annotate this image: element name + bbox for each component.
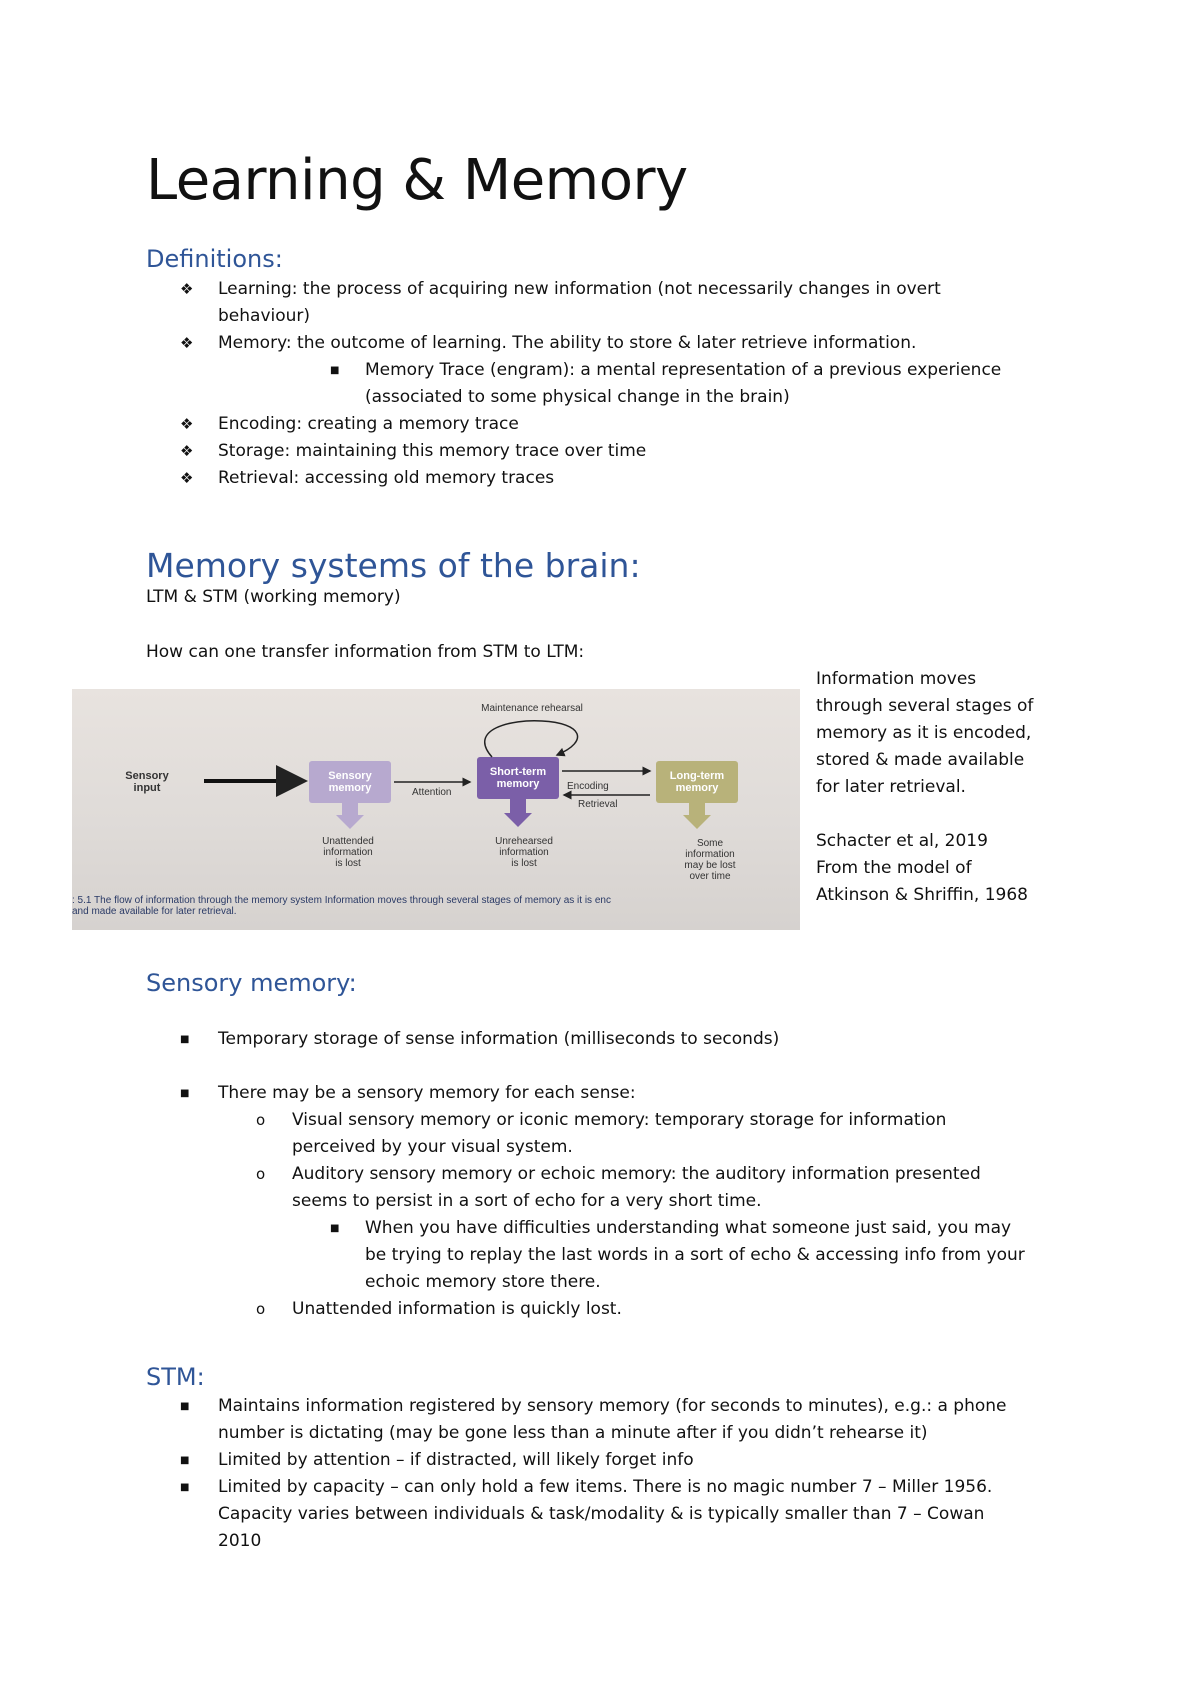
outcome-unrehearsed-l3: is lost bbox=[511, 858, 537, 869]
list-item bbox=[146, 1107, 1106, 1134]
square-bullet-icon: ■ bbox=[180, 1088, 190, 1099]
arrow-maintenance-loop bbox=[485, 721, 578, 757]
list-item-text: Learning: the process of acquiring new information (not necessarily changes in overt bbox=[218, 279, 941, 299]
citation-line: Schacter et al, 2019 bbox=[816, 831, 988, 851]
square-bullet-icon: ■ bbox=[180, 1401, 190, 1412]
list-item bbox=[146, 330, 1106, 357]
o-bullet-icon: o bbox=[256, 1111, 266, 1129]
list-item-text: Encoding: creating a memory trace bbox=[218, 414, 519, 434]
stm-heading: STM: bbox=[146, 1363, 205, 1391]
list-item-text: seems to persist in a sort of echo for a very short time. bbox=[292, 1191, 762, 1211]
side-note-line: for later retrieval. bbox=[816, 777, 966, 797]
memory-systems-line2: How can one transfer information from STM to LTM: bbox=[146, 642, 585, 662]
memory-model-diagram bbox=[72, 689, 800, 930]
list-item bbox=[146, 1447, 1106, 1474]
list-item bbox=[146, 303, 1106, 330]
list-item bbox=[146, 357, 1106, 384]
list-item-text: When you have difficulties understanding what someone just said, you may bbox=[365, 1218, 1012, 1238]
outcome-unattended-l1: Unattended bbox=[322, 836, 374, 847]
label-maintenance: Maintenance rehearsal bbox=[481, 703, 583, 714]
list-item bbox=[146, 1269, 1106, 1296]
list-item-text: There may be a sensory memory for each sense: bbox=[218, 1083, 636, 1103]
outcome-unattended-l2: information bbox=[323, 847, 373, 858]
page-title: Learning & Memory bbox=[146, 148, 688, 213]
outcome-some-lost-l2: information bbox=[685, 849, 735, 860]
square-bullet-icon: ■ bbox=[330, 1223, 340, 1234]
label-encoding: Encoding bbox=[567, 781, 609, 792]
side-note-line: stored & made available bbox=[816, 750, 1025, 770]
o-bullet-icon: o bbox=[256, 1165, 266, 1183]
arrow-sensory-down bbox=[336, 803, 364, 829]
node-short-term-l1: Short-term bbox=[489, 766, 547, 778]
square-bullet-icon: ■ bbox=[330, 365, 340, 376]
label-retrieval: Retrieval bbox=[578, 799, 618, 810]
list-item-text: Auditory sensory memory or echoic memory: the auditory information presented bbox=[292, 1164, 981, 1184]
outcome-some-lost-l3: may be lost bbox=[684, 860, 736, 871]
node-sensory-memory-l1: Sensory bbox=[328, 770, 372, 782]
diamond-bullet-icon: ❖ bbox=[180, 280, 194, 298]
list-item-text: echoic memory store there. bbox=[365, 1272, 601, 1292]
list-item bbox=[146, 411, 1106, 438]
node-long-term-l1: Long-term bbox=[669, 770, 725, 782]
list-item bbox=[146, 438, 1106, 465]
list-item-text: number is dictating (may be gone less than a minute after if you didn’t rehearse it) bbox=[218, 1423, 928, 1443]
list-item-text: Visual sensory memory or iconic memory: temporary storage for information bbox=[292, 1110, 947, 1130]
list-item bbox=[146, 276, 1106, 303]
label-attention: Attention bbox=[412, 787, 452, 798]
list-item bbox=[146, 1215, 1106, 1242]
sensory-memory-list bbox=[146, 1026, 1106, 1323]
memory-systems-heading: Memory systems of the brain: bbox=[146, 546, 641, 585]
list-item-text: Maintains information registered by sensory memory (for seconds to minutes), e.g.: a phone bbox=[218, 1396, 1007, 1416]
list-item-text: Temporary storage of sense information (milliseconds to seconds) bbox=[218, 1029, 780, 1049]
list-item-text: 2010 bbox=[218, 1531, 262, 1551]
diamond-bullet-icon: ❖ bbox=[180, 442, 194, 460]
outcome-some-lost-l1: Some bbox=[696, 838, 724, 849]
list-item-text: behaviour) bbox=[218, 306, 311, 326]
figure-caption-l1: : 5.1 The flow of information through the memory system Information moves through several stages of memory as it is enc bbox=[72, 895, 611, 906]
definitions-list bbox=[146, 276, 1106, 492]
citation-line: From the model of bbox=[816, 858, 972, 878]
list-item-text: Memory: the outcome of learning. The ability to store & later retrieve information. bbox=[218, 333, 917, 353]
square-bullet-icon: ■ bbox=[180, 1455, 190, 1466]
list-item-text: (associated to some physical change in the brain) bbox=[365, 387, 790, 407]
square-bullet-icon: ■ bbox=[180, 1482, 190, 1493]
list-item-text: Memory Trace (engram): a mental representation of a previous experience bbox=[365, 360, 1002, 380]
outcome-unrehearsed-l1: Unrehearsed bbox=[495, 836, 553, 847]
list-item-text: Limited by capacity – can only hold a few items. There is no magic number 7 – Miller 1956. bbox=[218, 1477, 993, 1497]
outcome-unattended-l3: is lost bbox=[335, 858, 361, 869]
node-long-term-l2: memory bbox=[675, 782, 719, 794]
diamond-bullet-icon: ❖ bbox=[180, 334, 194, 352]
list-item bbox=[146, 1080, 1106, 1107]
list-item-text: Retrieval: accessing old memory traces bbox=[218, 468, 555, 488]
list-item bbox=[146, 1134, 1106, 1161]
arrow-stm-down bbox=[504, 799, 532, 827]
figure-caption-l2: and made available for later retrieval. bbox=[72, 906, 237, 917]
list-item bbox=[146, 1393, 1106, 1420]
outcome-some-lost-l4: over time bbox=[689, 871, 731, 882]
o-bullet-icon: o bbox=[256, 1300, 266, 1318]
diamond-bullet-icon: ❖ bbox=[180, 469, 194, 487]
list-item bbox=[146, 384, 1106, 411]
side-note-line: memory as it is encoded, bbox=[816, 723, 1032, 743]
figure-side-note bbox=[816, 666, 1076, 909]
outcome-unrehearsed-l2: information bbox=[499, 847, 549, 858]
sensory-memory-heading: Sensory memory: bbox=[146, 969, 357, 997]
square-bullet-icon: ■ bbox=[180, 1034, 190, 1045]
arrow-ltm-down bbox=[683, 803, 711, 829]
list-item bbox=[146, 1161, 1106, 1188]
list-item-text: Storage: maintaining this memory trace over time bbox=[218, 441, 647, 461]
list-item-text: be trying to replay the last words in a sort of echo & accessing info from your bbox=[365, 1245, 1025, 1265]
list-item bbox=[146, 1474, 1106, 1501]
list-item bbox=[146, 1420, 1106, 1447]
list-item bbox=[146, 1026, 1106, 1053]
memory-model-figure bbox=[72, 689, 800, 930]
list-item-text: Limited by attention – if distracted, will likely forget info bbox=[218, 1450, 694, 1470]
node-sensory-memory-l2: memory bbox=[328, 782, 372, 794]
list-item bbox=[146, 1501, 1106, 1528]
diamond-bullet-icon: ❖ bbox=[180, 415, 194, 433]
list-item-text: Capacity varies between individuals & task/modality & is typically smaller than 7 – Cowan bbox=[218, 1504, 985, 1524]
node-short-term-l2: memory bbox=[496, 778, 540, 790]
side-note-line: Information moves bbox=[816, 669, 977, 689]
stm-list bbox=[146, 1393, 1106, 1555]
memory-systems-line1: LTM & STM (working memory) bbox=[146, 587, 401, 607]
node-sensory-input-l2: input bbox=[133, 782, 161, 794]
list-item bbox=[146, 465, 1106, 492]
node-sensory-input-l1: Sensory bbox=[125, 770, 169, 782]
list-item-text: perceived by your visual system. bbox=[292, 1137, 573, 1157]
list-item bbox=[146, 1528, 1106, 1555]
citation-line: Atkinson & Shriffin, 1968 bbox=[816, 885, 1028, 905]
list-item bbox=[146, 1296, 1106, 1323]
side-note-line: through several stages of bbox=[816, 696, 1034, 716]
list-item bbox=[146, 1188, 1106, 1215]
definitions-heading: Definitions: bbox=[146, 245, 283, 273]
list-item bbox=[146, 1242, 1106, 1269]
list-spacer bbox=[146, 1053, 1106, 1080]
list-item-text: Unattended information is quickly lost. bbox=[292, 1299, 622, 1319]
